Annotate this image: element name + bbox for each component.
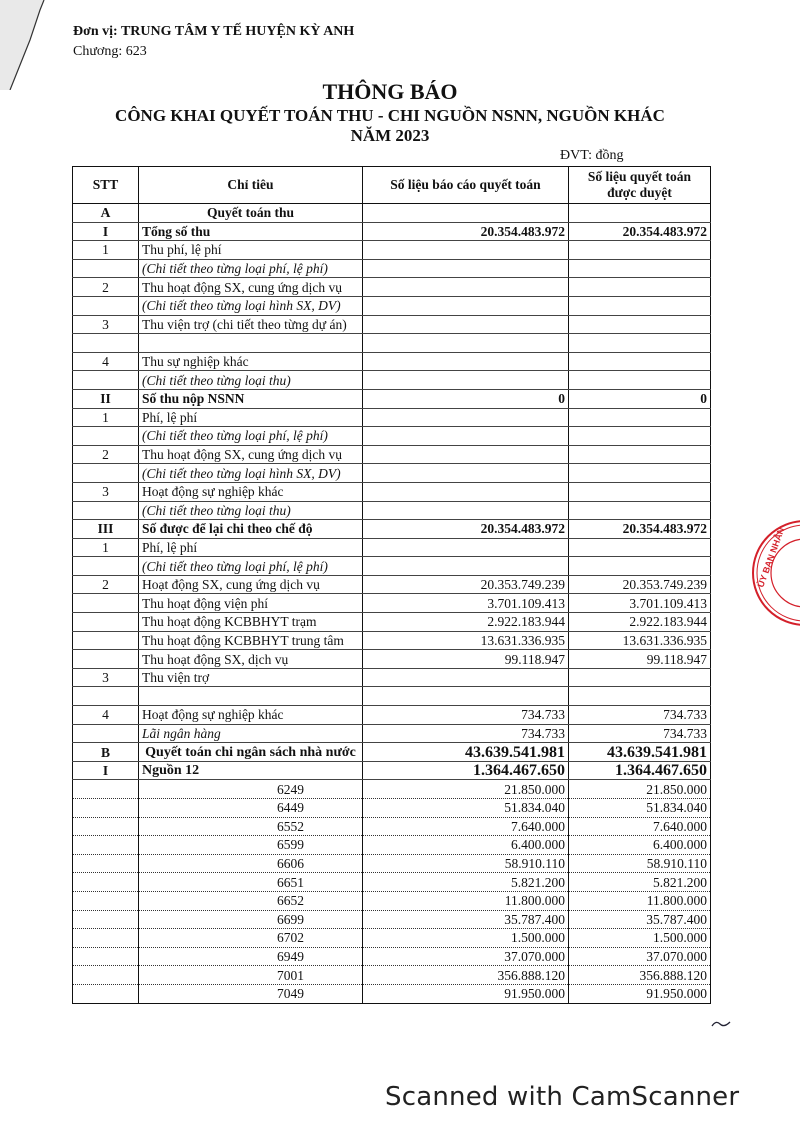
row-approved-value: 356.888.120 (569, 966, 711, 985)
row-stt: 1 (73, 241, 139, 260)
row-reported-value: 13.631.336.935 (363, 631, 569, 650)
row-indicator: Số được để lại chi theo chế độ (139, 520, 363, 539)
row-reported-value (363, 501, 569, 520)
row-indicator: Thu viện trợ (chi tiết theo từng dự án) (139, 315, 363, 334)
table-row (73, 650, 711, 669)
row-approved-value: 13.631.336.935 (569, 631, 711, 650)
table-row (73, 334, 711, 353)
row-reported-value: 20.353.749.239 (363, 575, 569, 594)
table-row (73, 984, 711, 1003)
row-approved-value (569, 204, 711, 223)
table-row (73, 891, 711, 910)
row-stt: 3 (73, 668, 139, 687)
row-reported-value: 356.888.120 (363, 966, 569, 985)
row-reported-value: 0 (363, 389, 569, 408)
row-stt: 1 (73, 408, 139, 427)
row-indicator: (Chi tiết theo từng loại phí, lệ phí) (139, 557, 363, 576)
row-reported-value: 1.500.000 (363, 929, 569, 948)
row-approved-value: 7.640.000 (569, 817, 711, 836)
row-reported-value (363, 259, 569, 278)
row-indicator: 6552 (139, 817, 363, 836)
table-row (73, 836, 711, 855)
table-row (73, 204, 711, 223)
table-row (73, 445, 711, 464)
row-stt (73, 296, 139, 315)
row-indicator: (Chi tiết theo từng loại thu) (139, 371, 363, 390)
settlement-table (72, 166, 711, 1004)
organization-name: Đơn vị: TRUNG TÂM Y TẾ HUYỆN KỲ ANH (73, 24, 355, 39)
table-row (73, 520, 711, 539)
row-indicator: 6249 (139, 780, 363, 799)
table-row (73, 241, 711, 260)
title-year: NĂM 2023 (350, 126, 430, 145)
row-approved-value: 0 (569, 389, 711, 408)
row-stt (73, 687, 139, 706)
row-reported-value: 734.733 (363, 724, 569, 743)
row-stt (73, 464, 139, 483)
row-indicator: Phí, lệ phí (139, 408, 363, 427)
row-reported-value (363, 445, 569, 464)
scanned-page-edge (0, 0, 70, 90)
table-row (73, 427, 711, 446)
row-indicator: Thu hoạt động SX, cung ứng dịch vụ (139, 278, 363, 297)
row-indicator: Số thu nộp NSNN (139, 389, 363, 408)
row-indicator: Phí, lệ phí (139, 538, 363, 557)
row-approved-value: 58.910.110 (569, 854, 711, 873)
row-indicator: Thu sự nghiệp khác (139, 352, 363, 371)
row-stt: II (73, 389, 139, 408)
row-reported-value (363, 557, 569, 576)
row-indicator: 6651 (139, 873, 363, 892)
row-reported-value: 99.118.947 (363, 650, 569, 669)
row-reported-value: 5.821.200 (363, 873, 569, 892)
row-reported-value (363, 668, 569, 687)
table-row (73, 668, 711, 687)
row-reported-value (363, 204, 569, 223)
table-row (73, 613, 711, 632)
row-indicator: Nguồn 12 (139, 761, 363, 780)
row-stt (73, 854, 139, 873)
row-stt (73, 891, 139, 910)
row-approved-value (569, 315, 711, 334)
table-header-row (73, 167, 711, 204)
title-subject: CÔNG KHAI QUYẾT TOÁN THU - CHI NGUỒN NSNN, NGUỒN KHÁC (115, 106, 665, 125)
row-approved-value (569, 557, 711, 576)
table-row (73, 278, 711, 297)
title-announcement: THÔNG BÁO (322, 79, 458, 104)
table-row (73, 389, 711, 408)
row-reported-value (363, 687, 569, 706)
row-indicator: 6606 (139, 854, 363, 873)
row-indicator: Thu hoạt động viện phí (139, 594, 363, 613)
row-reported-value: 2.922.183.944 (363, 613, 569, 632)
row-stt (73, 724, 139, 743)
table-body (73, 204, 711, 1004)
row-indicator: 6699 (139, 910, 363, 929)
row-indicator (139, 334, 363, 353)
table-row (73, 780, 711, 799)
row-stt (73, 910, 139, 929)
row-reported-value: 91.950.000 (363, 984, 569, 1003)
column-header-approved: Số liệu quyết toán được duyệt (569, 167, 711, 204)
row-indicator (139, 687, 363, 706)
row-reported-value (363, 427, 569, 446)
table-row (73, 464, 711, 483)
row-indicator: Tổng số thu (139, 222, 363, 241)
table-row (73, 315, 711, 334)
row-reported-value: 58.910.110 (363, 854, 569, 873)
row-approved-value (569, 371, 711, 390)
row-reported-value (363, 315, 569, 334)
row-reported-value (363, 482, 569, 501)
row-indicator: 6702 (139, 929, 363, 948)
row-reported-value (363, 538, 569, 557)
row-stt: 3 (73, 482, 139, 501)
table-row (73, 687, 711, 706)
row-indicator: (Chi tiết theo từng loại phí, lệ phí) (139, 259, 363, 278)
row-stt: 4 (73, 352, 139, 371)
row-reported-value (363, 464, 569, 483)
row-stt (73, 427, 139, 446)
table-row (73, 371, 711, 390)
table-row (73, 222, 711, 241)
row-indicator: (Chi tiết theo từng loại phí, lệ phí) (139, 427, 363, 446)
svg-text:ỦY BAN NHÂN: ỦY BAN NHÂN (755, 526, 787, 589)
row-indicator: (Chi tiết theo từng loại hình SX, DV) (139, 464, 363, 483)
row-reported-value: 35.787.400 (363, 910, 569, 929)
row-reported-value: 21.850.000 (363, 780, 569, 799)
row-indicator: Hoạt động sự nghiệp khác (139, 482, 363, 501)
row-indicator: Thu phí, lệ phí (139, 241, 363, 260)
row-approved-value: 20.353.749.239 (569, 575, 711, 594)
row-approved-value (569, 352, 711, 371)
table-row (73, 799, 711, 818)
row-approved-value (569, 259, 711, 278)
row-approved-value (569, 464, 711, 483)
table-row (73, 743, 711, 762)
row-stt (73, 557, 139, 576)
row-reported-value: 37.070.000 (363, 947, 569, 966)
table-row (73, 854, 711, 873)
row-approved-value: 1.364.467.650 (569, 761, 711, 780)
row-stt: A (73, 204, 139, 223)
row-approved-value: 5.821.200 (569, 873, 711, 892)
row-reported-value: 7.640.000 (363, 817, 569, 836)
row-approved-value (569, 296, 711, 315)
row-reported-value: 11.800.000 (363, 891, 569, 910)
row-indicator: Quyết toán thu (139, 204, 363, 223)
row-indicator: Lãi ngân hàng (139, 724, 363, 743)
row-indicator: Thu hoạt động KCBBHYT trạm (139, 613, 363, 632)
row-stt (73, 817, 139, 836)
table-row (73, 352, 711, 371)
red-official-stamp (733, 518, 800, 628)
table-row (73, 631, 711, 650)
row-approved-value (569, 241, 711, 260)
row-approved-value (569, 668, 711, 687)
row-indicator: (Chi tiết theo từng loại thu) (139, 501, 363, 520)
row-reported-value (363, 352, 569, 371)
row-approved-value: 20.354.483.972 (569, 520, 711, 539)
row-stt (73, 334, 139, 353)
table-row (73, 947, 711, 966)
table-row (73, 259, 711, 278)
row-reported-value (363, 278, 569, 297)
row-reported-value: 43.639.541.981 (363, 743, 569, 762)
row-stt (73, 259, 139, 278)
row-approved-value: 37.070.000 (569, 947, 711, 966)
row-stt (73, 650, 139, 669)
row-reported-value (363, 241, 569, 260)
row-approved-value: 99.118.947 (569, 650, 711, 669)
table-row (73, 706, 711, 725)
row-stt: 1 (73, 538, 139, 557)
row-indicator: Thu hoạt động SX, dịch vụ (139, 650, 363, 669)
chapter-label: Chương: 623 (73, 44, 147, 59)
table-row (73, 575, 711, 594)
table-row (73, 594, 711, 613)
row-stt: I (73, 761, 139, 780)
row-reported-value: 20.354.483.972 (363, 222, 569, 241)
row-approved-value: 43.639.541.981 (569, 743, 711, 762)
row-approved-value: 51.834.040 (569, 799, 711, 818)
column-header-reported: Số liệu báo cáo quyết toán (363, 167, 569, 204)
row-stt: III (73, 520, 139, 539)
row-reported-value: 1.364.467.650 (363, 761, 569, 780)
row-stt: 2 (73, 278, 139, 297)
camscanner-watermark: Scanned with CamScanner (385, 1082, 740, 1112)
row-reported-value (363, 408, 569, 427)
row-indicator: 7001 (139, 966, 363, 985)
row-approved-value: 6.400.000 (569, 836, 711, 855)
table-row (73, 482, 711, 501)
row-stt: 2 (73, 445, 139, 464)
table-row (73, 724, 711, 743)
row-approved-value: 21.850.000 (569, 780, 711, 799)
row-stt: 2 (73, 575, 139, 594)
row-indicator: Thu hoạt động KCBBHYT trung tâm (139, 631, 363, 650)
row-indicator: 6949 (139, 947, 363, 966)
row-stt (73, 613, 139, 632)
table-row (73, 557, 711, 576)
row-reported-value: 20.354.483.972 (363, 520, 569, 539)
row-indicator: Quyết toán chi ngân sách nhà nước (139, 743, 363, 762)
row-stt (73, 966, 139, 985)
row-approved-value: 2.922.183.944 (569, 613, 711, 632)
row-indicator: Hoạt động SX, cung ứng dịch vụ (139, 575, 363, 594)
table-row (73, 817, 711, 836)
row-indicator: 6652 (139, 891, 363, 910)
row-stt (73, 984, 139, 1003)
table-row (73, 501, 711, 520)
row-approved-value (569, 445, 711, 464)
handwritten-mark (710, 1016, 732, 1030)
row-approved-value (569, 408, 711, 427)
row-stt (73, 594, 139, 613)
row-stt (73, 873, 139, 892)
table-row (73, 408, 711, 427)
row-indicator: 6449 (139, 799, 363, 818)
row-stt (73, 780, 139, 799)
document-header (73, 22, 354, 62)
row-stt: I (73, 222, 139, 241)
row-approved-value: 3.701.109.413 (569, 594, 711, 613)
row-stt (73, 836, 139, 855)
row-stt (73, 947, 139, 966)
table-row (73, 296, 711, 315)
table-row (73, 538, 711, 557)
row-approved-value (569, 334, 711, 353)
row-reported-value (363, 296, 569, 315)
row-approved-value: 11.800.000 (569, 891, 711, 910)
row-approved-value (569, 278, 711, 297)
row-indicator: 6599 (139, 836, 363, 855)
row-approved-value (569, 427, 711, 446)
row-indicator: Hoạt động sự nghiệp khác (139, 706, 363, 725)
row-indicator: Thu hoạt động SX, cung ứng dịch vụ (139, 445, 363, 464)
row-indicator: 7049 (139, 984, 363, 1003)
row-approved-value (569, 687, 711, 706)
row-reported-value: 3.701.109.413 (363, 594, 569, 613)
column-header-name: Chỉ tiêu (139, 167, 363, 204)
column-header-stt: STT (73, 167, 139, 204)
row-stt (73, 501, 139, 520)
document-title-block (70, 80, 710, 146)
row-reported-value: 51.834.040 (363, 799, 569, 818)
row-indicator: Thu viện trợ (139, 668, 363, 687)
row-approved-value: 20.354.483.972 (569, 222, 711, 241)
row-stt: B (73, 743, 139, 762)
table-row (73, 761, 711, 780)
row-approved-value: 734.733 (569, 724, 711, 743)
row-stt (73, 929, 139, 948)
row-stt (73, 371, 139, 390)
table-row (73, 929, 711, 948)
row-approved-value: 1.500.000 (569, 929, 711, 948)
row-approved-value: 734.733 (569, 706, 711, 725)
row-reported-value: 6.400.000 (363, 836, 569, 855)
row-reported-value (363, 371, 569, 390)
row-stt (73, 799, 139, 818)
row-approved-value (569, 482, 711, 501)
row-stt: 4 (73, 706, 139, 725)
row-approved-value (569, 538, 711, 557)
row-reported-value: 734.733 (363, 706, 569, 725)
table-row (73, 873, 711, 892)
row-approved-value: 91.950.000 (569, 984, 711, 1003)
row-approved-value (569, 501, 711, 520)
table-row (73, 966, 711, 985)
row-approved-value: 35.787.400 (569, 910, 711, 929)
row-reported-value (363, 334, 569, 353)
row-indicator: (Chi tiết theo từng loại hình SX, DV) (139, 296, 363, 315)
row-stt: 3 (73, 315, 139, 334)
table-row (73, 910, 711, 929)
unit-of-measure: ĐVT: đồng (560, 148, 624, 163)
row-stt (73, 631, 139, 650)
